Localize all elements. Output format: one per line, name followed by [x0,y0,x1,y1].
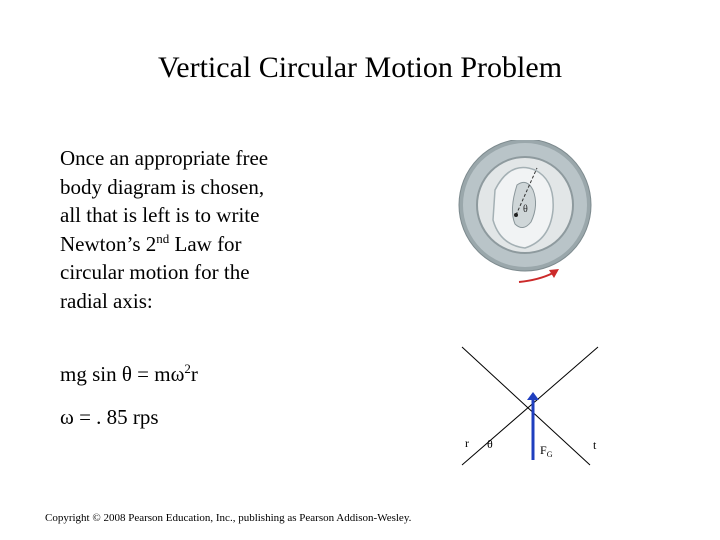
equation-left: mg sin θ = mω [60,362,185,386]
fbd-force-letter: F [540,443,547,457]
free-body-diagram [455,340,605,470]
body-text-superscript: nd [156,230,170,246]
body-text-part2: Law for circular motion for the radial axis: [60,231,250,313]
fbd-force-subscript: G [546,450,553,459]
fbd-radial-axis [462,347,590,465]
copyright-notice: Copyright © 2008 Pearson Education, Inc., publishing as Pearson Addison-Wesley. [45,512,412,524]
equation-exponent: 2 [184,361,191,376]
fbd-label-r: r [465,436,469,450]
fbd-tangential-axis [462,347,598,465]
newton-equation [60,360,198,388]
body-text [60,144,290,315]
omega-value: ω = . 85 rps [60,405,159,429]
fbd-label-t: t [593,438,597,452]
fbd-label-force [540,443,552,457]
rotating-drum-illustration [455,140,595,290]
fbd-label-theta: θ [487,437,493,451]
drum-center-point [514,213,518,217]
rotation-arrow [519,273,553,282]
drum-angle-label: θ [523,204,528,215]
equation-right: r [190,362,198,386]
body-text-part1: Once an appropriate free body diagram is chosen, all that is left is to write Newton’s 2 [60,146,269,256]
gravity-force-arrow-head [527,392,539,400]
slide-title: Vertical Circular Motion Problem [157,51,563,84]
